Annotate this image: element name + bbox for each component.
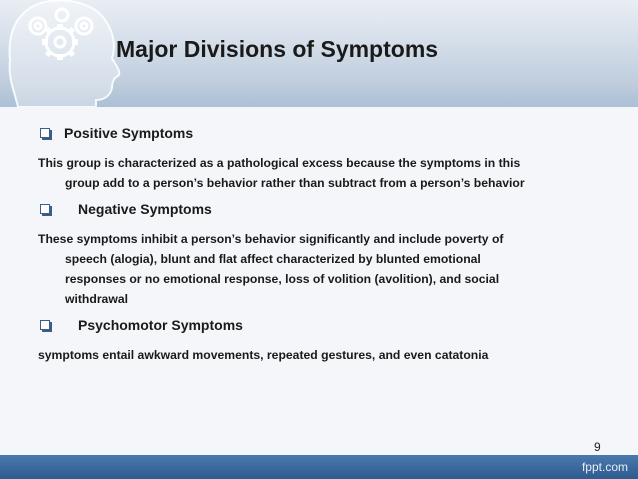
header: [0, 0, 638, 107]
section-heading-psychomotor: [38, 314, 618, 336]
paragraph-line: This group is characterized as a pathological excess because the symptoms in this: [38, 156, 521, 170]
section-paragraph-negative: [38, 229, 618, 309]
paragraph-line: symptoms entail awkward movements, repeated gestures, and even catatonia: [38, 348, 489, 362]
content-area: [38, 122, 618, 370]
section-paragraph-positive: [38, 153, 618, 193]
heading-text: Psychomotor Symptoms: [78, 317, 243, 333]
paragraph-line: responses or no emotional response, loss of volition (avolition), and social: [65, 272, 500, 286]
section-paragraph-psychomotor: [38, 345, 618, 365]
section-heading-positive: [38, 122, 618, 144]
page-number: 9: [594, 440, 601, 454]
heading-text: Negative Symptoms: [78, 201, 212, 217]
paragraph-line: These symptoms inhibit a person’s behavior significantly and include poverty of: [38, 232, 504, 246]
section-heading-negative: [38, 198, 618, 220]
paragraph-line: withdrawal: [65, 292, 128, 306]
brand-label: fppt.com: [581, 460, 628, 474]
checkbox-bullet-icon: [40, 128, 50, 138]
checkbox-bullet-icon: [40, 320, 50, 330]
footer-bar: [0, 455, 638, 479]
checkbox-bullet-icon: [40, 204, 50, 214]
paragraph-line: group add to a person’s behavior rather than subtract from a person’s behavior: [65, 176, 525, 190]
slide-title: Major Divisions of Symptoms: [116, 36, 439, 62]
heading-text: Positive Symptoms: [64, 125, 194, 141]
paragraph-line: speech (alogia), blunt and flat affect characterized by blunted emotional: [65, 252, 481, 266]
